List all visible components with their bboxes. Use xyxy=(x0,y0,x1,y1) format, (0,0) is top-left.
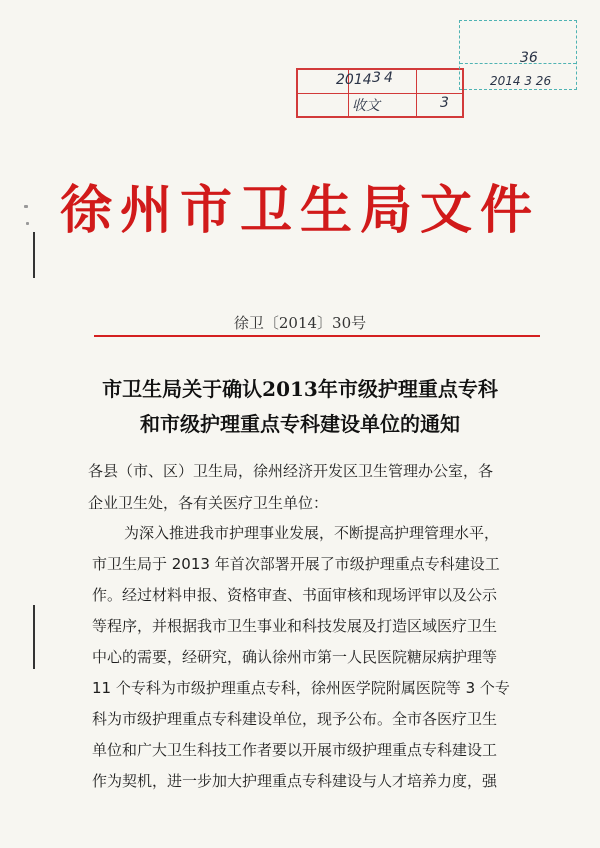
body-line: 科为市级护理重点专科建设单位，现予公布。全市各医疗卫生 xyxy=(92,710,498,728)
receipt-day: 4 xyxy=(384,70,393,86)
body-line: 企业卫生处，各有关医疗卫生单位： xyxy=(88,494,329,512)
red-divider xyxy=(94,335,540,337)
binding-mark xyxy=(33,605,35,669)
archive-date: 2014 3 26 xyxy=(490,74,552,88)
body-line: 作为契机，进一步加大护理重点专科建设与人才培养力度，强 xyxy=(92,772,498,790)
document-number: 徐卫〔2014〕30号 xyxy=(233,314,367,332)
receipt-label: 收文 xyxy=(352,98,380,114)
body-line: 作。经过材料申报、资格审查、书面审核和现场评审以及公示 xyxy=(92,586,498,604)
body-line: 等程序，并根据我市卫生事业和科技发展及打造区域医疗卫生 xyxy=(92,617,498,635)
body-line: 单位和广大卫生科技工作者要以开展市级护理重点专科建设工 xyxy=(92,741,498,759)
notice-title-line-1: 市卫生局关于确认2013年市级护理重点专科 xyxy=(102,377,498,401)
body-line: 为深入推进我市护理事业发展，不断提高护理管理水平， xyxy=(124,524,500,542)
notice-title-line-2: 和市级护理重点专科建设单位的通知 xyxy=(140,412,460,436)
archive-number: 36 xyxy=(520,50,538,66)
body-line: 市卫生局于 2013 年首次部署开展了市级护理重点专科建设工 xyxy=(92,555,500,573)
document-title: 徐州市卫生局文件 xyxy=(59,180,540,241)
body-line: 各县（市、区）卫生局，徐州经济开发区卫生管理办公室，各 xyxy=(88,462,494,480)
receipt-number: 3 xyxy=(440,95,449,111)
receipt-month: 3 xyxy=(372,70,381,86)
receipt-year: 2014 xyxy=(336,72,372,88)
body-line: 中心的需要，经研究，确认徐州市第一人民医院糖尿病护理等 xyxy=(92,648,498,666)
body-line: 11 个专科为市级护理重点专科，徐州医学院附属医院等 3 个专 xyxy=(92,679,510,697)
